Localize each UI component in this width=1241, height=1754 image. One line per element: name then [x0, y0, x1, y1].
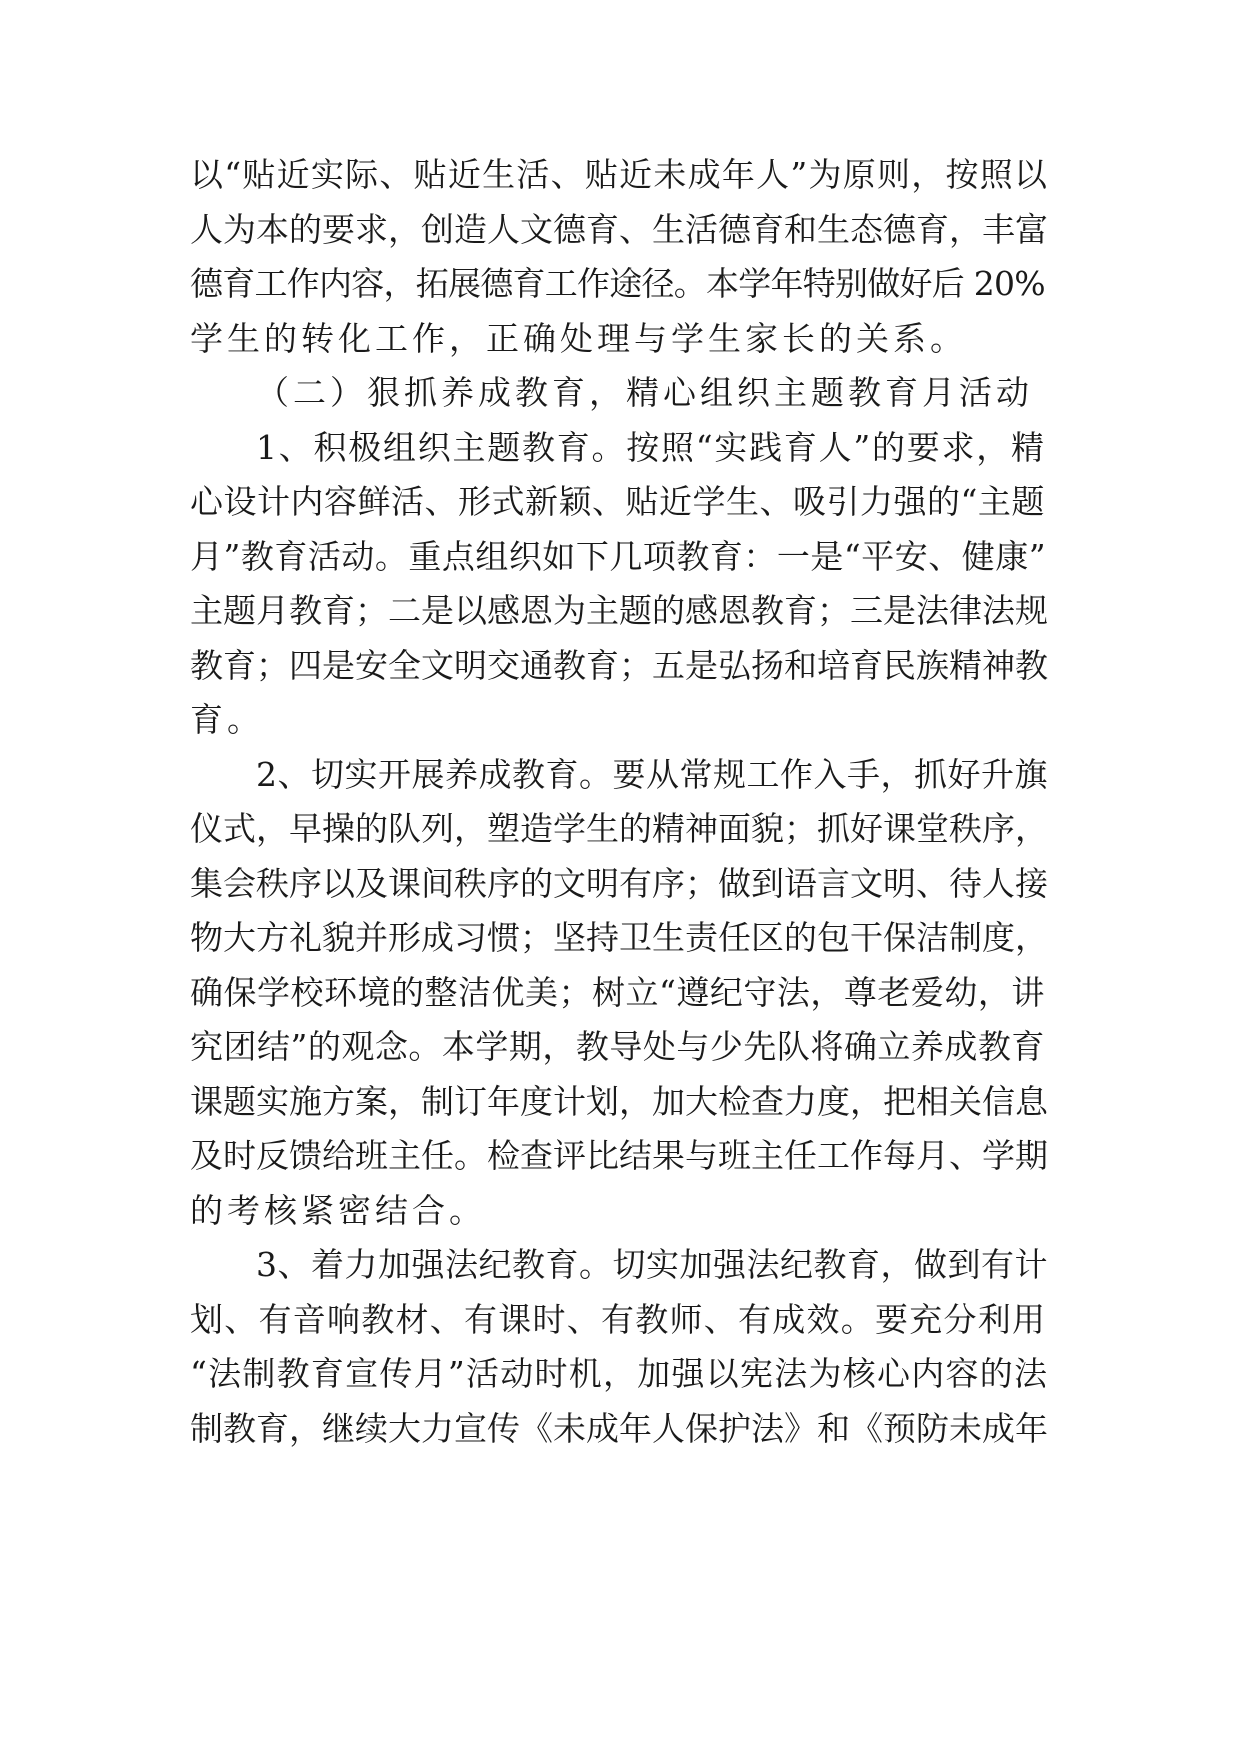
text-line: 集会秩序以及课间秩序的文明有序；做到语言文明、待人接	[190, 863, 1048, 903]
text-line: 究团结”的观念。本学期，教导处与少先队将确立养成教育	[190, 1027, 1045, 1066]
text-line: 制教育，继续大力宣传《未成年人保护法》和《预防未成年	[190, 1408, 1048, 1448]
text-line: 教育；四是安全文明交通教育；五是弘扬和培育民族精神教	[190, 645, 1048, 685]
text-line: 人为本的要求，创造人文德育、生活德育和生态德育，丰富	[190, 209, 1048, 249]
body-text	[190, 148, 1050, 1456]
text-line: 2、切实开展养成教育。要从常规工作入手，抓好升旗	[256, 754, 1048, 794]
text-line: “法制教育宣传月”活动时机，加强以宪法为核心内容的法	[190, 1354, 1049, 1393]
text-line: 3、着力加强法纪教育。切实加强法纪教育，做到有计	[256, 1245, 1048, 1284]
text-line: 及时反馈给班主任。检查评比结果与班主任工作每月、学期	[190, 1136, 1048, 1175]
text-line: 德育工作内容，拓展德育工作途径。本学年特别做好后 20%	[190, 264, 1045, 303]
text-line: 的考核紧密结合。	[190, 1190, 486, 1230]
text-line: 月”教育活动。重点组织如下几项教育：一是“平安、健康”	[190, 536, 1047, 576]
text-line: 仪式，早操的队列，塑造学生的精神面貌；抓好课堂秩序，	[190, 809, 1048, 848]
text-line: 以“贴近实际、贴近生活、贴近未成年人”为原则，按照以	[190, 155, 1049, 194]
text-line: 主题月教育；二是以感恩为主题的感恩教育；三是法律法规	[190, 591, 1048, 630]
text-line: 确保学校环境的整洁优美；树立“遵纪守法，尊老爱幼，讲	[190, 972, 1045, 1012]
text-line: 物大方礼貌并形成习惯；坚持卫生责任区的包干保洁制度，	[190, 918, 1048, 957]
text-line: 育。	[190, 700, 264, 739]
text-line: 课题实施方案，制订年度计划，加大检查力度，把相关信息	[190, 1081, 1048, 1121]
section-heading: （二）狠抓养成教育，精心组织主题教育月活动	[256, 373, 1033, 412]
text-line: 心设计内容鲜活、形式新颖、贴近学生、吸引力强的“主题	[190, 482, 1045, 521]
text-line: 划、有音响教材、有课时、有教师、有成效。要充分利用	[190, 1299, 1047, 1339]
text-line: 学生的转化工作，正确处理与学生家长的关系。	[190, 318, 967, 358]
text-line: 1、积极组织主题教育。按照“实践育人”的要求，精	[256, 427, 1046, 467]
